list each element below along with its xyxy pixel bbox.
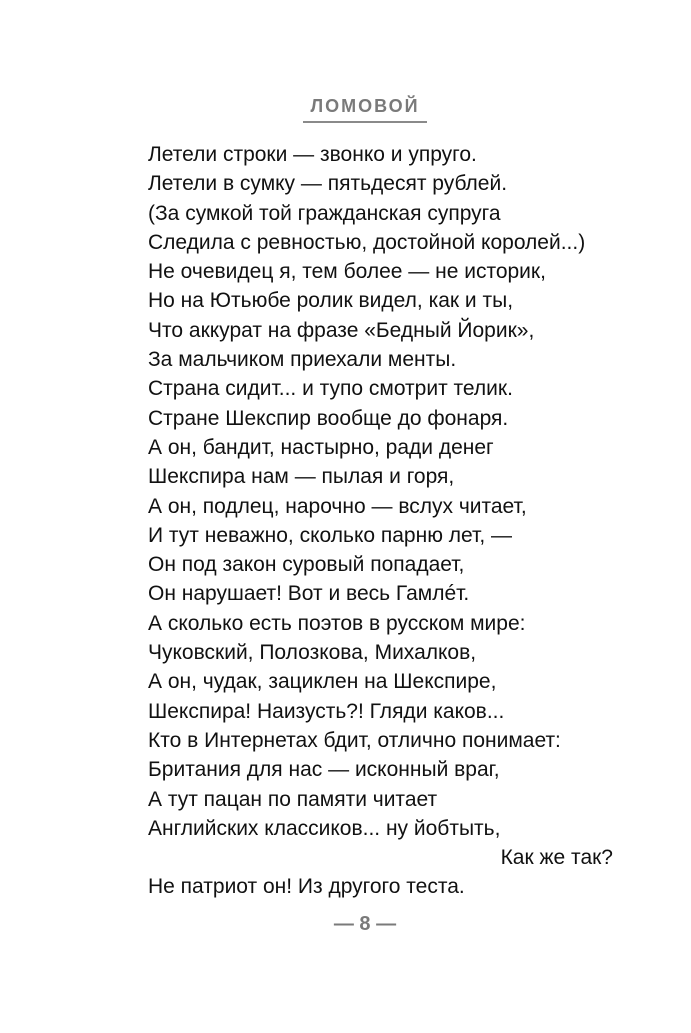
- poem-line: А сколько есть поэтов в русском мире:: [148, 611, 526, 635]
- poem-line: А он, бандит, настырно, ради денег: [148, 435, 494, 459]
- running-head: ЛОМОВОЙ: [310, 96, 420, 116]
- poem-line: Страна сидит... и тупо смотрит телик.: [148, 377, 513, 401]
- poem-line: А он, чудак, зациклен на Шекспире,: [148, 670, 497, 694]
- poem-line: Но на Ютьюбе ролик видел, как и ты,: [148, 289, 514, 313]
- poem-line: И тут неважно, сколько парню лет, —: [148, 523, 512, 547]
- poem-line: За мальчиком приехали менты.: [148, 348, 457, 372]
- poem-line: А он, подлец, нарочно — вслух читает,: [148, 494, 527, 518]
- poem-line: Летели в сумку — пятьдесят рублей.: [148, 172, 508, 196]
- poem-line: Кто в Интернетах бдит, отлично понимает:: [148, 728, 561, 752]
- running-head-underline: [303, 121, 427, 123]
- poem-line: Он нарушает! Вот и весь Гамлéт.: [148, 582, 470, 606]
- poem-line: Английских классиков... ну йобтыть,: [148, 816, 501, 840]
- poem-line: Не очевидец я, тем более — не историк,: [148, 260, 546, 284]
- poem-line: Он под закон суровый попадает,: [148, 553, 465, 577]
- poem-line: Летели строки — звонко и упруго.: [148, 143, 477, 166]
- page-number: — 8 —: [333, 913, 397, 935]
- poem-line: Шекспира! Наизусть?! Гляди каков...: [148, 699, 505, 723]
- poem-line: (За сумкой той гражданская супруга: [148, 201, 501, 225]
- poem-line: А тут пацан по памяти читает: [148, 787, 438, 811]
- poem-line: Не патриот он! Из другого теста.: [148, 875, 465, 899]
- poem-line: Стране Шекспир вообще до фонаря.: [148, 406, 509, 430]
- poem-line: Что аккурат на фразе «Бедный Йорик»,: [148, 318, 535, 342]
- poem-line: Как же так?: [500, 846, 613, 870]
- poem-line: Следила с ревностью, достойной королей...): [148, 230, 586, 254]
- poem-line: Британия для нас — исконный враг,: [148, 758, 500, 782]
- poem-line: Чуковский, Полозкова, Михалков,: [148, 641, 477, 665]
- poem-text: [148, 140, 628, 902]
- poem-line: Шекспира нам — пылая и горя,: [148, 465, 455, 489]
